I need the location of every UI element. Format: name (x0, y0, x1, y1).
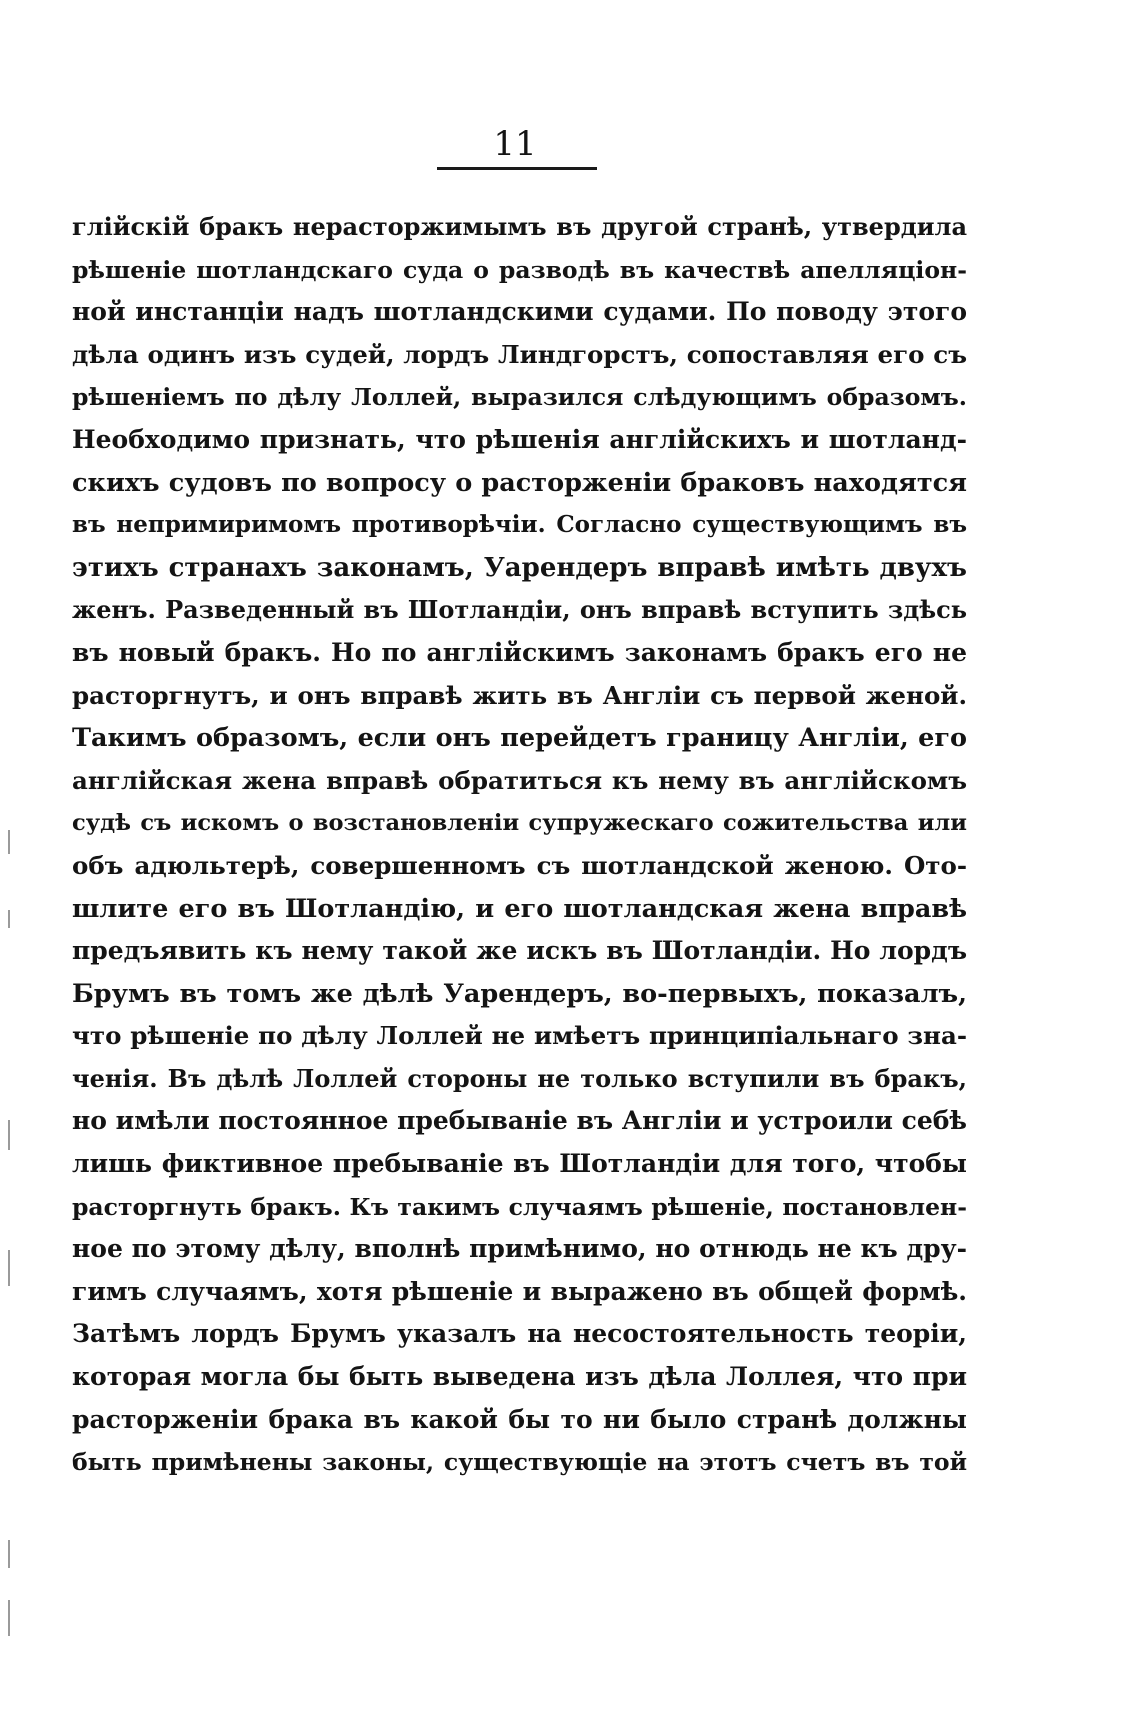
margin-mark (8, 1250, 10, 1286)
text-line: въ новый бракъ. Но по англійскимъ законамъ бракъ его не (72, 637, 967, 667)
text-line: англійская жена вправѣ обратиться къ нему въ англійскомъ (72, 765, 967, 795)
text-line: въ непримиримомъ противорѣчіи. Согласно существующимъ въ (72, 511, 967, 539)
text-line: расторгнуть бракъ. Къ такимъ случаямъ рѣшеніе, постановлен- (72, 1192, 967, 1221)
margin-mark (8, 1540, 10, 1568)
text-line: лишь фиктивное пребываніе въ Шотландіи для того, чтобы (72, 1149, 967, 1179)
text-line: расторженіи брака въ какой бы то ни было странѣ должны (72, 1404, 967, 1434)
body-text (72, 206, 967, 1484)
text-line: рѣшеніе шотландскаго суда о разводѣ въ качествѣ апелляціон- (72, 255, 967, 284)
text-line: скихъ судовъ по вопросу о расторженіи браковъ находятся (72, 467, 967, 498)
text-line: женъ. Разведенный въ Шотландіи, онъ вправѣ вступить здѣсь (72, 595, 967, 625)
header-rule (437, 167, 597, 170)
text-line: этихъ странахъ законамъ, Уарендеръ вправѣ имѣть двухъ (72, 552, 967, 583)
text-line: глійскій бракъ нерасторжимымъ въ другой странѣ, утвердила (72, 212, 967, 241)
text-line: судѣ съ искомъ о возстановленіи супружескаго сожительства или (72, 810, 967, 837)
text-line: Брумъ въ томъ же дѣлѣ Уарендеръ, во-первыхъ, показалъ, (72, 978, 967, 1009)
text-line: расторгнутъ, и онъ вправѣ жить въ Англіи съ первой женой. (72, 680, 967, 710)
text-line: ченія. Въ дѣлѣ Лоллей стороны не только вступили въ бракъ, (72, 1063, 967, 1093)
text-line: Такимъ образомъ, если онъ перейдетъ границу Англіи, его (72, 723, 967, 754)
text-line: быть примѣнены законы, существующіе на этотъ счетъ въ той (72, 1448, 967, 1477)
text-line: Затѣмъ лордъ Брумъ указалъ на несостоятельность теоріи, (72, 1319, 967, 1349)
text-line: дѣла одинъ изъ судей, лордъ Линдгорстъ, сопоставляя его съ (72, 339, 967, 369)
text-line: шлите его въ Шотландію, и его шотландская жена вправѣ (72, 893, 967, 924)
text-line: которая могла бы быть выведена изъ дѣла Лоллея, что при (72, 1362, 967, 1392)
text-line: объ адюльтерѣ, совершенномъ съ шотландской женою. Ото- (72, 850, 967, 880)
text-line: ное по этому дѣлу, вполнѣ примѣнимо, но отнюдь не къ дру- (72, 1234, 967, 1264)
page-number: 11 (493, 124, 537, 164)
margin-mark (8, 910, 10, 928)
text-line: ной инстанціи надъ шотландскими судами. По поводу этого (72, 297, 967, 327)
text-line: но имѣли постоянное пребываніе въ Англіи и устроили себѣ (72, 1106, 967, 1136)
text-line: предъявить къ нему такой же искъ въ Шотландіи. Но лордъ (72, 936, 967, 966)
text-line: что рѣшеніе по дѣлу Лоллей не имѣетъ принципіальнаго зна- (72, 1021, 967, 1051)
margin-mark (8, 1120, 10, 1150)
margin-mark (8, 1600, 10, 1636)
text-line: гимъ случаямъ, хотя рѣшеніе и выражено въ общей формѣ. (72, 1276, 967, 1306)
text-line: рѣшеніемъ по дѣлу Лоллей, выразился слѣдующимъ образомъ. (72, 383, 967, 412)
text-line: Необходимо признать, что рѣшенія англійскихъ и шотланд- (72, 424, 967, 454)
margin-mark (8, 830, 10, 854)
